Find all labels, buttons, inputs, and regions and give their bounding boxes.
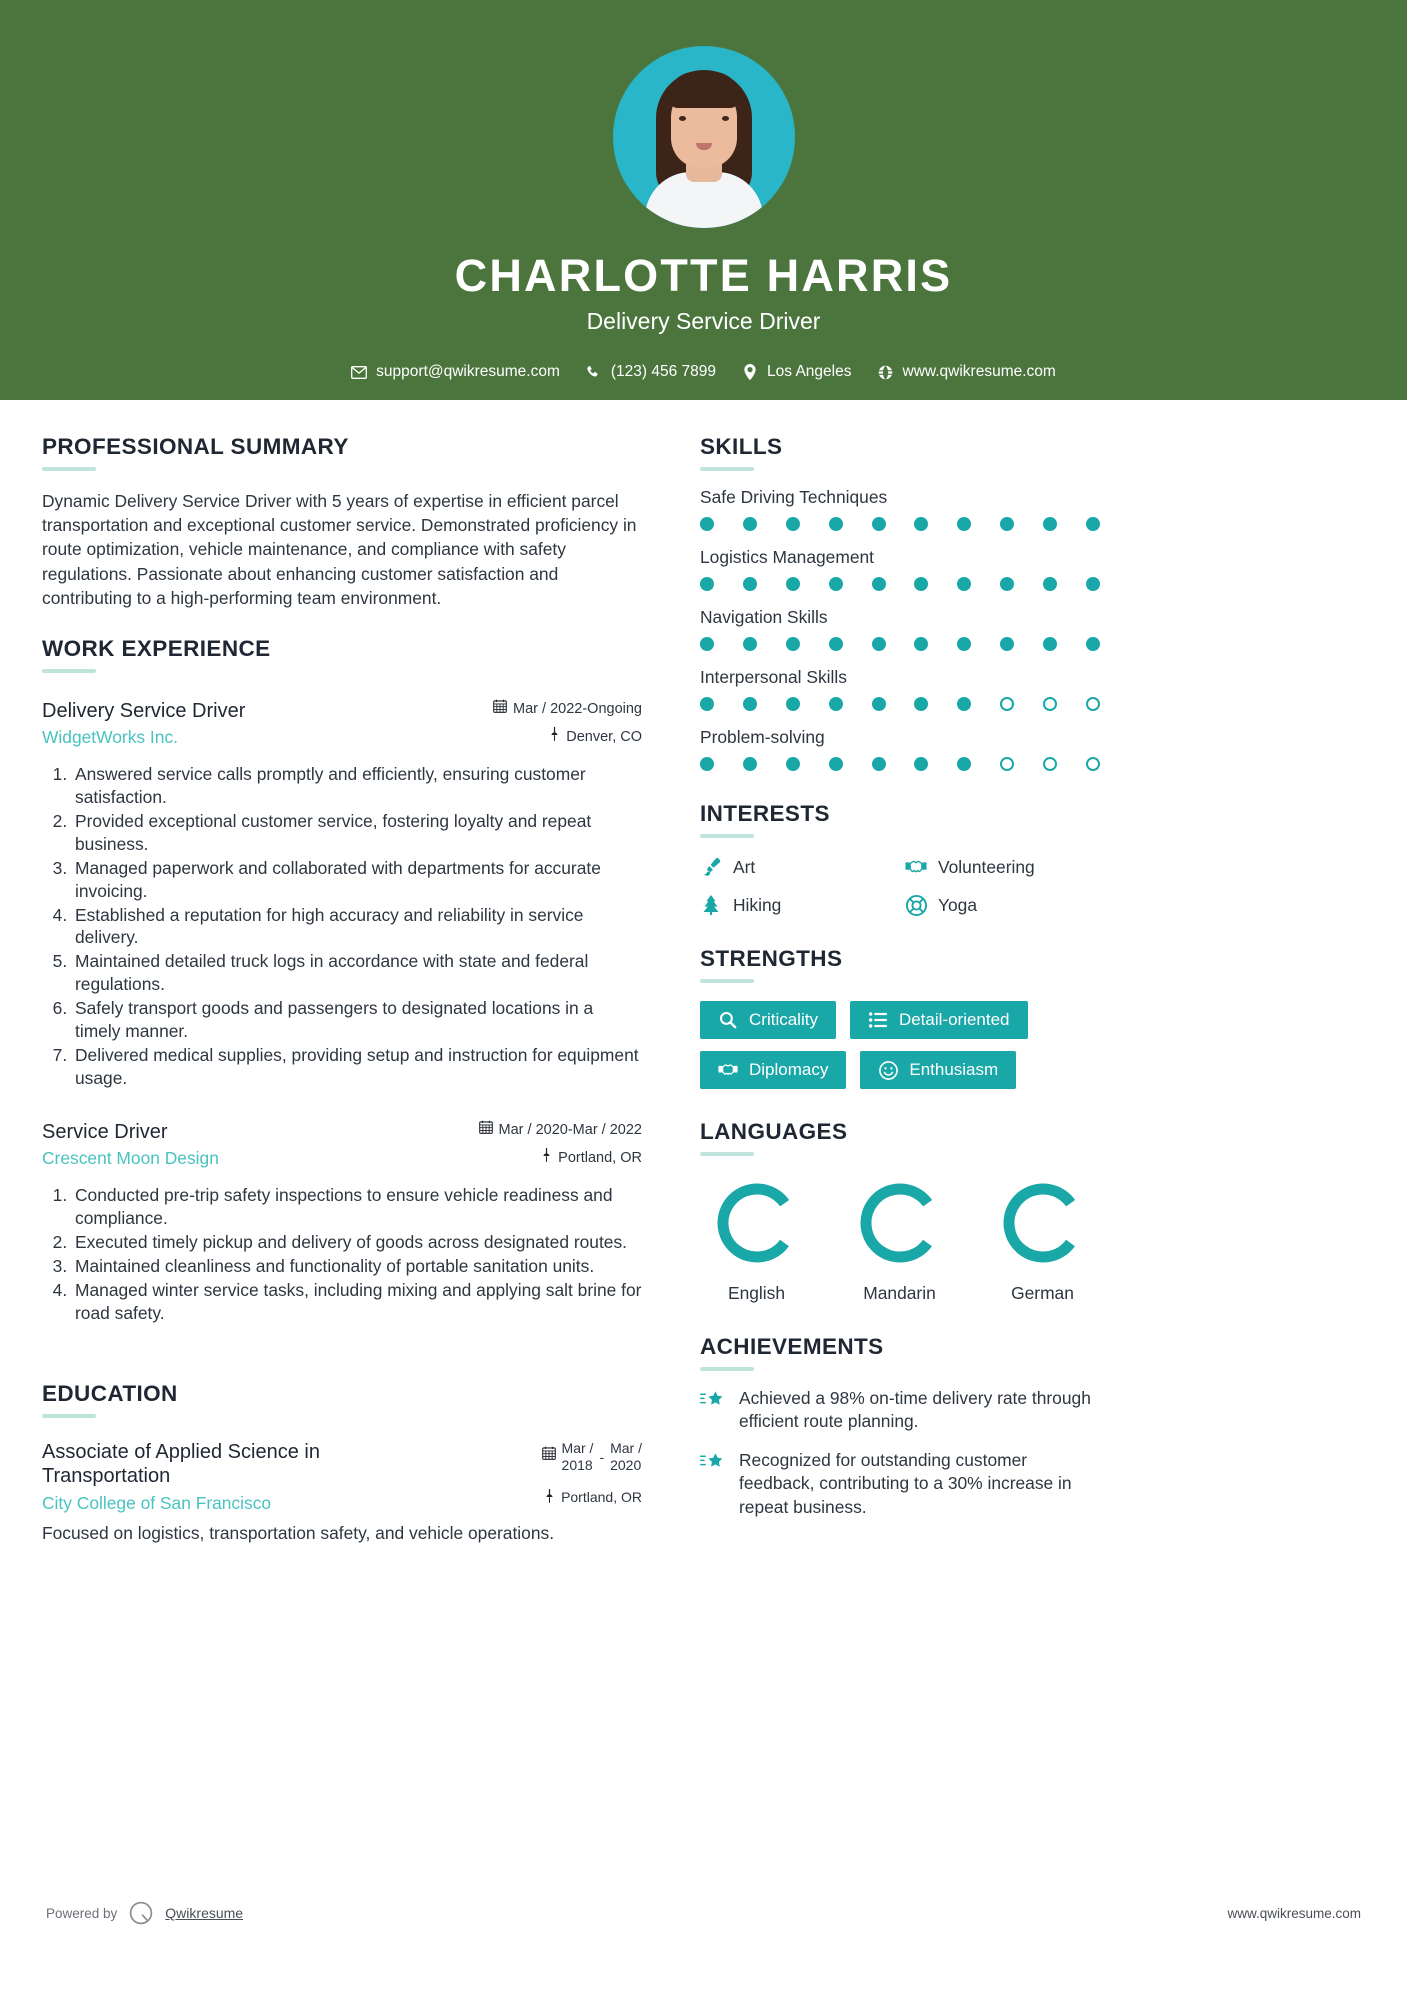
education-entry <box>42 1440 642 1544</box>
education-dates <box>542 1440 642 1474</box>
section-heading-strengths: STRENGTHS <box>700 946 843 971</box>
interest-item-yoga <box>905 894 1100 916</box>
section-underline <box>700 1367 754 1371</box>
list-item: 2. Provided exceptional customer service, fostering loyalty and repeat business. <box>72 810 642 856</box>
pin-icon <box>541 1148 552 1170</box>
list-item: 4. Established a reputation for high accuracy and reliability in service delivery. <box>72 904 642 950</box>
list-item: 4. Managed winter service tasks, including mixing and applying salt brine for road safety. <box>72 1279 642 1325</box>
smiley-icon <box>878 1060 898 1080</box>
skill-dot-filled <box>1086 517 1100 531</box>
skill-dot-filled <box>872 757 886 771</box>
section-heading-skills: SKILLS <box>700 434 783 459</box>
paint-brush-icon <box>700 856 722 878</box>
achievement-text: Recognized for outstanding customer feedback, contributing to a 30% increase in repeat business. <box>739 1450 1072 1517</box>
section-underline <box>700 834 754 838</box>
strength-label: Enthusiasm <box>909 1060 999 1079</box>
section-heading-work-experience: WORK EXPERIENCE <box>42 635 271 661</box>
interest-item-art <box>700 856 905 878</box>
phone-icon <box>586 364 602 380</box>
qwikresume-logo-icon <box>128 1900 154 1926</box>
skill-dot-filled <box>743 517 757 531</box>
skill-dot-filled <box>872 697 886 711</box>
job-location <box>541 1148 642 1170</box>
powered-by-label: Powered by <box>46 1905 118 1921</box>
section-skills <box>700 434 1100 771</box>
skill-dot-empty <box>1086 757 1100 771</box>
interests-grid <box>700 856 1100 916</box>
job-bullets <box>42 1184 642 1325</box>
interest-label: Volunteering <box>938 856 1035 877</box>
education-start-year: 2018 <box>561 1456 593 1473</box>
skill-dot-filled <box>700 697 714 711</box>
contact-location-text: Los Angeles <box>767 363 852 380</box>
strength-chip-diplomacy <box>700 1051 846 1089</box>
job-location-text: Portland, OR <box>558 1150 642 1167</box>
skill-dot-filled <box>1043 517 1057 531</box>
globe-icon <box>878 364 894 380</box>
life-ring-icon <box>905 894 927 916</box>
skill-dot-filled <box>786 577 800 591</box>
education-end-date <box>610 1440 642 1474</box>
left-column <box>42 400 642 1544</box>
achievements-list <box>700 1387 1100 1519</box>
skill-rating <box>700 697 1100 711</box>
skill-dot-filled <box>829 697 843 711</box>
section-underline <box>42 669 96 673</box>
language-progress-ring <box>855 1178 945 1268</box>
contact-location <box>742 363 851 381</box>
language-label: English <box>727 1283 786 1303</box>
strength-label: Diplomacy <box>749 1060 829 1079</box>
list-icon <box>868 1010 888 1030</box>
skill-dot-filled <box>1000 517 1014 531</box>
skill-dot-filled <box>700 577 714 591</box>
education-location-text: Portland, OR <box>561 1489 642 1506</box>
list-item: 5. Maintained detailed truck logs in accordance with state and federal regulations. <box>72 950 642 996</box>
list-item: 2. Executed timely pickup and delivery of goods across designated routes. <box>72 1231 642 1254</box>
skill-dot-filled <box>700 757 714 771</box>
skill-dot-filled <box>786 637 800 651</box>
footer-url[interactable]: www.qwikresume.com <box>1227 1905 1361 1921</box>
tree-icon <box>700 894 722 916</box>
education-description: Focused on logistics, transportation safety, and vehicle operations. <box>42 1522 555 1543</box>
skill-dot-filled <box>957 517 971 531</box>
language-item <box>986 1178 1099 1304</box>
section-languages <box>700 1119 1100 1304</box>
job-entry <box>42 1120 642 1325</box>
section-underline <box>700 1152 754 1156</box>
skill-dot-filled <box>743 697 757 711</box>
section-education <box>42 1381 642 1544</box>
pin-icon <box>549 727 560 749</box>
skill-dot-filled <box>1086 637 1100 651</box>
achievement-text: Achieved a 98% on-time delivery rate through efficient route planning. <box>739 1388 1091 1432</box>
skill-dot-filled <box>700 637 714 651</box>
list-item: 3. Managed paperwork and collaborated with departments for accurate invoicing. <box>72 857 642 903</box>
star-shooting-icon <box>700 1451 726 1477</box>
section-professional-summary <box>42 434 642 610</box>
skill-dot-filled <box>1043 637 1057 651</box>
handshake-icon <box>718 1060 738 1080</box>
interest-label: Yoga <box>938 894 978 915</box>
section-heading-languages: LANGUAGES <box>700 1119 848 1144</box>
section-interests <box>700 801 1100 916</box>
achievement-item <box>700 1449 1100 1518</box>
strength-chip-criticality <box>700 1001 836 1039</box>
skill-dot-filled <box>957 757 971 771</box>
contact-website-text: www.qwikresume.com <box>902 363 1056 380</box>
job-location <box>549 727 642 749</box>
skill-rating <box>700 517 1100 531</box>
education-start-month: Mar / <box>561 1439 594 1456</box>
skill-dot-filled <box>743 757 757 771</box>
section-underline <box>700 467 754 471</box>
list-item: 1. Conducted pre-trip safety inspections to ensure vehicle readiness and compliance. <box>72 1184 642 1230</box>
skill-dot-filled <box>957 637 971 651</box>
skill-dot-filled <box>957 577 971 591</box>
job-entry <box>42 699 642 1090</box>
strength-label: Detail-oriented <box>898 1010 1010 1029</box>
skill-item <box>700 607 1100 651</box>
job-title: Delivery Service Driver <box>42 699 246 722</box>
page-footer <box>0 1870 1407 1990</box>
skill-label: Logistics Management <box>700 547 874 567</box>
education-degree: Associate of Applied Science in Transportation <box>42 1440 320 1488</box>
skill-dot-filled <box>1000 637 1014 651</box>
education-school: City College of San Francisco <box>42 1492 272 1513</box>
skill-dot-filled <box>872 637 886 651</box>
skill-dot-filled <box>786 757 800 771</box>
resume-body <box>0 400 1407 1544</box>
job-title: Service Driver <box>42 1121 168 1144</box>
list-item: 3. Maintained cleanliness and functionality of portable sanitation units. <box>72 1255 642 1278</box>
achievement-item <box>700 1387 1100 1433</box>
language-label: Mandarin <box>863 1283 936 1303</box>
skill-dot-filled <box>786 697 800 711</box>
skill-item <box>700 547 1100 591</box>
interest-item-volunteering <box>905 856 1100 878</box>
skill-dot-empty <box>1000 697 1014 711</box>
section-achievements <box>700 1334 1100 1519</box>
contact-row <box>351 363 1056 381</box>
section-underline <box>42 467 96 471</box>
skill-dot-filled <box>914 757 928 771</box>
skill-dot-filled <box>914 577 928 591</box>
skill-dot-filled <box>829 757 843 771</box>
strength-chip-enthusiasm <box>860 1051 1016 1089</box>
language-item <box>700 1178 813 1304</box>
powered-by <box>46 1900 243 1926</box>
skill-dot-filled <box>872 517 886 531</box>
section-heading-professional-summary: PROFESSIONAL SUMMARY <box>42 434 349 459</box>
skill-item <box>700 487 1100 531</box>
language-progress-ring <box>998 1178 1088 1268</box>
summary-text: Dynamic Delivery Service Driver with 5 years of expertise in efficient parcel transportation and exceptional customer service. Demonstrated proficiency in route optimization, vehicle maintenance, and compliance with safety regulations. Passionate about enhancing customer satisfaction and contributing to a high-performing team environment. <box>42 491 637 608</box>
skill-dot-filled <box>700 517 714 531</box>
job-dates-text: Mar / 2020-Mar / 2022 <box>498 1122 642 1139</box>
section-heading-interests: INTERESTS <box>700 801 830 826</box>
skill-dot-empty <box>1000 757 1014 771</box>
skill-rating <box>700 757 1100 771</box>
language-label: German <box>1011 1283 1074 1303</box>
section-underline <box>700 979 754 983</box>
section-underline <box>42 1414 96 1418</box>
skill-label: Problem-solving <box>700 727 825 747</box>
section-heading-education: EDUCATION <box>42 1380 178 1406</box>
language-progress-ring <box>712 1178 802 1268</box>
job-company: Crescent Moon Design <box>42 1148 219 1169</box>
avatar <box>613 46 795 228</box>
calendar-icon <box>479 1120 493 1142</box>
interest-item-hiking <box>700 894 905 916</box>
skill-dot-filled <box>914 637 928 651</box>
job-dates <box>479 1120 642 1142</box>
page-title: CHARLOTTE HARRIS <box>454 250 953 301</box>
list-item: 6. Safely transport goods and passengers to designated locations in a timely manner. <box>72 997 642 1043</box>
skill-dot-empty <box>1043 697 1057 711</box>
contact-email-text: support@qwikresume.com <box>376 363 560 380</box>
list-item: 1. Answered service calls promptly and efficiently, ensuring customer satisfaction. <box>72 763 642 809</box>
resume-header <box>0 0 1407 400</box>
contact-website[interactable] <box>878 363 1056 381</box>
contact-phone[interactable] <box>586 363 716 381</box>
education-end-month: Mar / <box>610 1439 642 1456</box>
skill-dot-filled <box>829 637 843 651</box>
skill-dot-filled <box>743 577 757 591</box>
section-strengths <box>700 946 1100 1089</box>
skill-dot-empty <box>1086 697 1100 711</box>
qwikresume-brand-link[interactable]: Qwikresume <box>165 1905 244 1921</box>
section-heading-achievements: ACHIEVEMENTS <box>700 1334 884 1359</box>
strength-chip-detail-oriented <box>850 1001 1028 1039</box>
skill-rating <box>700 637 1100 651</box>
calendar-icon <box>542 1446 556 1463</box>
languages-list <box>700 1178 1100 1304</box>
job-company: WidgetWorks Inc. <box>42 726 178 747</box>
skill-dot-filled <box>914 697 928 711</box>
skill-dot-filled <box>829 517 843 531</box>
language-item <box>843 1178 956 1304</box>
skills-list <box>700 487 1100 771</box>
job-location-text: Denver, CO <box>566 728 642 745</box>
job-role-subtitle: Delivery Service Driver <box>586 308 821 334</box>
skill-dot-filled <box>786 517 800 531</box>
education-start-date <box>562 1440 594 1474</box>
skill-dot-filled <box>743 637 757 651</box>
envelope-icon <box>351 364 367 380</box>
strengths-list <box>700 1001 1100 1089</box>
skill-item <box>700 667 1100 711</box>
right-column <box>700 400 1100 1544</box>
job-dates <box>493 699 642 721</box>
skill-item <box>700 727 1100 771</box>
skill-dot-filled <box>1043 577 1057 591</box>
skill-dot-filled <box>1000 577 1014 591</box>
skill-dot-filled <box>914 517 928 531</box>
education-location <box>544 1489 642 1506</box>
calendar-icon <box>493 699 507 721</box>
map-pin-icon <box>742 364 758 380</box>
skill-dot-filled <box>872 577 886 591</box>
search-icon <box>718 1010 738 1030</box>
skill-dot-filled <box>829 577 843 591</box>
skill-label: Safe Driving Techniques <box>700 487 888 507</box>
handshake-icon <box>905 856 927 878</box>
contact-email[interactable] <box>351 363 560 381</box>
pin-icon <box>544 1489 555 1506</box>
section-work-experience <box>42 636 642 1325</box>
skill-rating <box>700 577 1100 591</box>
skill-label: Navigation Skills <box>700 607 828 627</box>
interest-label: Hiking <box>733 894 782 915</box>
skill-label: Interpersonal Skills <box>700 667 847 687</box>
job-bullets <box>42 763 642 1091</box>
star-shooting-icon <box>700 1389 726 1415</box>
list-item: 7. Delivered medical supplies, providing setup and instruction for equipment usage. <box>72 1044 642 1090</box>
contact-phone-text: (123) 456 7899 <box>610 363 717 380</box>
education-end-year: 2020 <box>610 1456 642 1473</box>
date-range-dash: - <box>599 1448 605 1465</box>
strength-label: Criticality <box>749 1010 818 1029</box>
job-dates-text: Mar / 2022-Ongoing <box>513 700 642 717</box>
skill-dot-filled <box>957 697 971 711</box>
skill-dot-filled <box>1086 577 1100 591</box>
skill-dot-empty <box>1043 757 1057 771</box>
interest-label: Art <box>733 856 756 877</box>
